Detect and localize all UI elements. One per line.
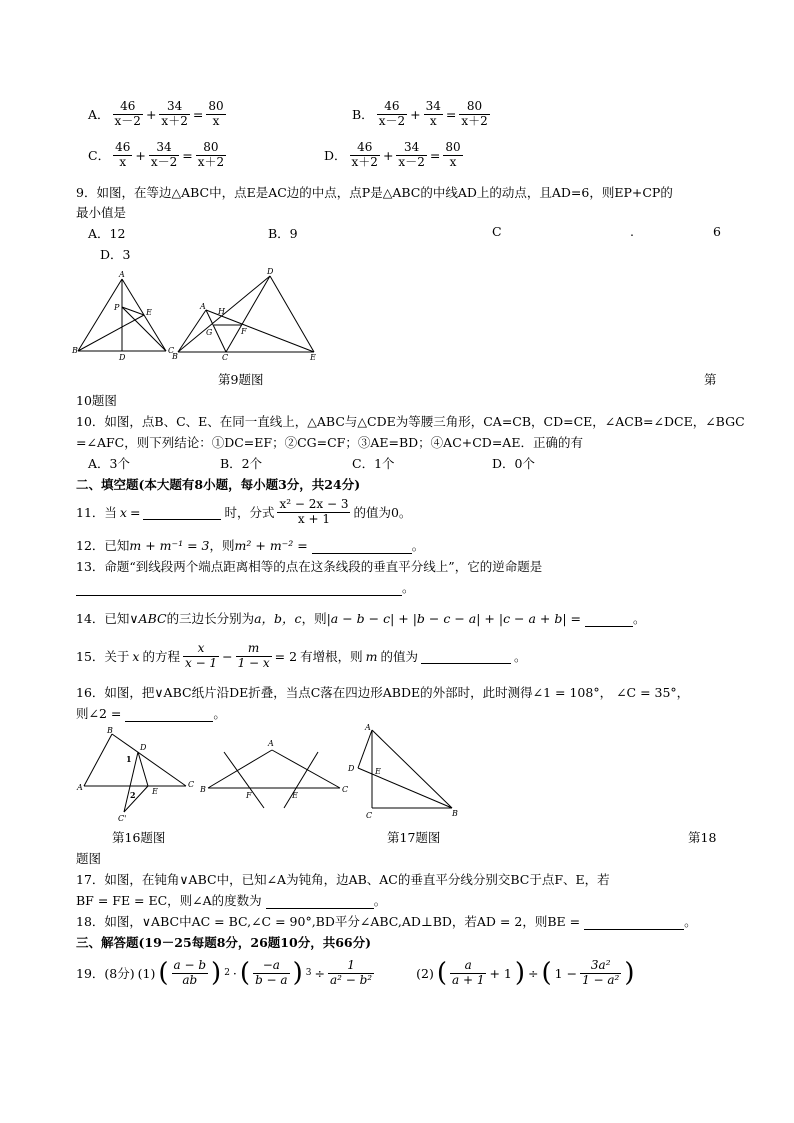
label-a: A xyxy=(77,783,83,792)
q15-equals: = 2 xyxy=(274,648,298,664)
segment-de xyxy=(138,752,148,786)
label-angle-2: 2 xyxy=(130,790,136,800)
exponent: 3 xyxy=(305,968,312,978)
denominator: x－2 xyxy=(114,113,141,128)
figure-18-caption-part1: 第18 xyxy=(688,830,717,845)
option-letter: B． xyxy=(352,107,374,123)
answer-blank[interactable] xyxy=(266,893,374,909)
minus-sign: − xyxy=(222,648,233,664)
segment-ad xyxy=(358,730,372,768)
segment-ec-prime xyxy=(124,786,148,812)
q12 xyxy=(76,536,424,554)
figure-16 xyxy=(74,724,198,824)
numerator: 34 xyxy=(149,141,179,156)
label-c: C xyxy=(342,785,349,794)
exponent: 2 xyxy=(224,968,230,978)
label-a: A xyxy=(268,739,274,748)
figure-10 xyxy=(170,264,320,364)
segment-de xyxy=(270,276,314,352)
q13-line1: 13．命题“到线段两个端点距离相等的点在这条线段的垂直平分线上”，它的逆命题是 xyxy=(76,559,543,574)
denominator: x＋2 xyxy=(351,154,378,169)
equals-sign: = xyxy=(182,147,193,163)
label-c-prime: C' xyxy=(118,814,127,823)
denominator: x＋2 xyxy=(161,113,188,128)
q8-option-d xyxy=(324,141,463,170)
q15-variable: x xyxy=(132,648,140,664)
answer-blank[interactable] xyxy=(125,706,213,722)
numerator: 1 xyxy=(328,959,374,974)
fraction xyxy=(236,642,272,671)
q14-triangle: ∨ABC xyxy=(129,611,167,626)
q9-option-dot: . xyxy=(630,224,634,239)
segment-ba xyxy=(178,310,206,352)
denominator: a² − b² xyxy=(329,972,373,987)
answer-blank[interactable] xyxy=(312,538,412,554)
label-d: D xyxy=(267,267,274,276)
q11-suffix: 的值为0。 xyxy=(353,505,412,521)
numerator: m xyxy=(236,642,272,657)
q15 xyxy=(76,642,526,671)
q12-prefix: 12．已知 xyxy=(76,538,130,553)
label-d: D xyxy=(140,743,147,752)
label-e: E xyxy=(310,353,316,362)
perpendicular-bisector-ab xyxy=(224,752,264,808)
q14-variables: a，b，c xyxy=(254,611,302,626)
segment-ab xyxy=(84,734,112,786)
numerator: 80 xyxy=(196,141,226,156)
q15-mid-2: 有增根，则 xyxy=(300,649,363,665)
right-paren: ) xyxy=(624,958,635,988)
plus-sign: + xyxy=(135,147,146,163)
q10-option-d: D．0个 xyxy=(492,456,535,471)
q8-option-b xyxy=(352,100,490,129)
equals-sign: = xyxy=(445,106,457,122)
left-paren: ( xyxy=(436,958,447,988)
q9-line2: 最小值是 xyxy=(76,205,127,220)
q15-m: m xyxy=(365,648,378,664)
denominator: x－2 xyxy=(150,154,178,169)
label-f: F xyxy=(246,791,252,800)
numerator: 80 xyxy=(459,100,489,115)
figure-10-caption-part1: 第 xyxy=(704,372,717,387)
fraction xyxy=(580,959,621,988)
label-e: E xyxy=(292,791,298,800)
denominator: ab xyxy=(182,972,198,987)
q16-line2 xyxy=(76,704,226,722)
label-c: C xyxy=(168,346,175,355)
numerator: 46 xyxy=(377,100,407,115)
option-letter: A． xyxy=(88,107,110,123)
label-g: G xyxy=(206,328,213,337)
q14-mid-2: ，则 xyxy=(301,611,327,626)
q14-suffix: 。 xyxy=(633,611,646,626)
numerator: 80 xyxy=(208,99,224,113)
q11 xyxy=(76,498,411,527)
q15-value-text: 的值为 xyxy=(380,649,418,665)
q19-part-1-label: (1) xyxy=(137,965,156,981)
figure-16-caption: 第16题图 xyxy=(112,830,166,845)
label-h: H xyxy=(218,307,225,316)
denominator: x－2 xyxy=(378,113,406,128)
numerator: 46 xyxy=(113,100,143,115)
equals-sign: = xyxy=(192,106,204,122)
fraction xyxy=(159,100,189,129)
q11-mid: 时，分式 xyxy=(224,505,275,521)
plus-sign: + xyxy=(145,106,157,122)
fraction xyxy=(183,642,219,671)
label-a: A xyxy=(365,723,371,732)
fraction xyxy=(377,100,407,129)
label-b: B xyxy=(200,785,206,794)
numerator: 34 xyxy=(159,100,189,115)
segment-cd xyxy=(226,276,270,352)
denominator: 1 − a² xyxy=(582,972,620,987)
label-a: A xyxy=(119,270,125,279)
fraction xyxy=(424,100,443,129)
q18-prefix: 18．如图，∨ABC中AC = BC,∠C = 90°,BD平分∠ABC,AD⊥BD，若AD = 2，则BE = xyxy=(76,914,581,929)
q14 xyxy=(76,609,646,627)
fraction xyxy=(443,141,462,170)
q11-prefix: 11．当 xyxy=(76,505,117,521)
answer-blank[interactable] xyxy=(76,580,402,596)
denominator: x − 1 xyxy=(184,655,218,670)
q15-prefix: 15．关于 xyxy=(76,649,130,665)
plus-one: + 1 xyxy=(489,965,512,981)
label-b: B xyxy=(452,809,458,818)
fraction xyxy=(196,141,226,170)
fraction xyxy=(277,498,350,527)
q18 xyxy=(76,912,697,930)
q16-prefix: 则∠2 = xyxy=(76,706,122,721)
label-f: F xyxy=(241,327,247,336)
plus-sign: + xyxy=(382,147,394,163)
equals-sign: = xyxy=(429,147,441,163)
label-b: B xyxy=(172,352,178,361)
option-letter: C． xyxy=(88,148,111,164)
multiply-dot: · xyxy=(232,965,237,981)
q12-expression-2: m² + m⁻² = xyxy=(234,538,308,553)
divide-sign: ÷ xyxy=(314,965,325,981)
q17-prefix: BF = FE = EC，则∠A的度数为 xyxy=(76,893,262,908)
fraction xyxy=(350,141,380,170)
denominator: x＋2 xyxy=(197,154,225,169)
numerator: 34 xyxy=(425,99,441,113)
q8-option-a xyxy=(88,100,226,129)
label-c: C xyxy=(188,780,195,789)
fraction xyxy=(113,141,132,170)
numerator: a − b xyxy=(173,957,207,972)
q18-suffix: 。 xyxy=(684,914,697,929)
denominator: x xyxy=(119,154,127,169)
fraction xyxy=(253,959,290,988)
q19 xyxy=(76,958,635,988)
q11-equals: = xyxy=(129,504,141,520)
section-3-heading: 三、解答题(19－25每题8分，26题10分，共66分) xyxy=(76,935,372,950)
left-paren: ( xyxy=(541,958,552,988)
segment-ac xyxy=(272,750,340,788)
q15-mid: 的方程 xyxy=(142,649,180,665)
q13-suffix: 。 xyxy=(402,580,415,595)
q8-option-c xyxy=(88,141,226,170)
label-c: C xyxy=(366,811,373,820)
numerator: 46 xyxy=(115,140,131,154)
numerator: x² − 2x − 3 xyxy=(279,497,349,511)
q9-option-b: B．9 xyxy=(268,226,298,241)
q12-mid: ，则 xyxy=(209,538,235,553)
label-e: E xyxy=(146,308,152,317)
fraction xyxy=(113,100,143,129)
q10-line2: =∠AFC，则下列结论：①DC=EF；②CG=CF；③AE=BD；④AC+CD=AE．正确的有 xyxy=(76,435,583,450)
fraction xyxy=(396,141,426,170)
one-minus: 1 − xyxy=(554,965,578,981)
q17-line1: 17．如图，在钝角∨ABC中，已知∠A为钝角，边AB、AC的垂直平分线分别交BC于点F、E，若 xyxy=(76,872,610,887)
denominator: x xyxy=(449,154,457,169)
denominator: x xyxy=(212,113,220,128)
divide-sign: ÷ xyxy=(528,965,539,981)
q10-line1: 10．如图，点B、C、E、在同一直线上，△ABC与△CDE为等腰三角形，CA=CB，CD=CE，∠ACB=∠DCE，∠BGC xyxy=(76,414,745,429)
q13-line2 xyxy=(76,578,415,596)
q16-line1: 16．如图，把∨ABC纸片沿DE折叠，当点C落在四边形ABDE的外部时，此时测得∠1 = 108°， ∠C = 35°， xyxy=(76,685,690,700)
numerator: a xyxy=(450,959,486,974)
q12-expression: m + m⁻¹ = 3 xyxy=(129,538,210,553)
q14-mid: 的三边长分别为 xyxy=(166,611,255,626)
q19-part-2-label: (2) xyxy=(416,965,434,981)
denominator: x + 1 xyxy=(297,511,330,526)
q9-option-a: A．12 xyxy=(88,226,126,241)
figure-9-caption: 第9题图 xyxy=(218,372,264,387)
numerator: −a xyxy=(253,959,290,974)
denominator: a + 1 xyxy=(451,972,485,987)
denominator: b − a xyxy=(255,972,288,987)
plus-sign: + xyxy=(410,106,421,122)
label-a: A xyxy=(200,302,206,311)
fraction xyxy=(172,959,209,988)
figure-17 xyxy=(200,734,360,814)
q17-line2 xyxy=(76,891,386,909)
numerator: 80 xyxy=(445,140,461,154)
fraction xyxy=(206,100,225,129)
numerator: 34 xyxy=(396,141,426,156)
numerator: x xyxy=(183,642,219,657)
q10-option-c: C．1个 xyxy=(352,456,395,471)
right-paren: ) xyxy=(292,958,303,988)
q9-option-d: D．3 xyxy=(100,247,131,262)
section-2-heading: 二、填空题(本大题有8小题，每小题3分，共24分) xyxy=(76,477,361,492)
right-paren: ) xyxy=(514,958,526,988)
fraction xyxy=(328,959,374,988)
right-paren: ) xyxy=(211,958,222,988)
q10-option-a: A．3个 xyxy=(88,456,130,471)
segment-ab xyxy=(372,730,452,808)
left-paren: ( xyxy=(239,958,251,988)
fraction xyxy=(149,141,179,170)
q14-prefix: 14．已知 xyxy=(76,611,130,626)
q19-prefix: 19．(8分) xyxy=(76,966,135,981)
figure-18 xyxy=(342,722,468,822)
perpendicular-bisector-ac xyxy=(284,752,318,808)
q14-expression: |a − b − c| + |b − c − a| + |c − a + b| = xyxy=(326,611,582,626)
fraction xyxy=(459,100,489,129)
denominator: x－2 xyxy=(398,154,425,169)
label-e: E xyxy=(375,767,381,776)
label-c: C xyxy=(222,353,229,362)
segment-be xyxy=(78,315,144,351)
numerator: 46 xyxy=(350,141,380,156)
q12-suffix: 。 xyxy=(411,538,425,553)
figure-10-caption-part2: 10题图 xyxy=(76,393,117,408)
segment-pc xyxy=(122,307,166,351)
denominator: x＋2 xyxy=(461,113,488,128)
q15-suffix: 。 xyxy=(513,649,527,665)
segment-ba xyxy=(208,750,272,788)
label-e: E xyxy=(152,787,158,796)
denominator: 1 − x xyxy=(237,655,270,670)
q17-suffix: 。 xyxy=(373,893,387,908)
q9-line1: 9．如图，在等边△ABC中，点E是AC边的中点，点P是△ABC的中线AD上的动点，且AD=6，则EP+CP的 xyxy=(76,185,673,200)
segment-bc xyxy=(112,734,186,786)
denominator: x xyxy=(429,113,437,128)
answer-blank[interactable] xyxy=(584,914,684,930)
numerator: 3a² xyxy=(580,959,621,974)
label-d: D xyxy=(348,764,355,773)
option-letter: D． xyxy=(324,148,347,164)
fraction xyxy=(450,959,486,988)
q16-suffix: 。 xyxy=(213,706,226,721)
figure-9 xyxy=(70,265,180,365)
q11-variable: x xyxy=(119,504,127,520)
answer-blank[interactable] xyxy=(585,611,633,627)
q10-option-b: B．2个 xyxy=(220,456,263,471)
q9-option-c: C xyxy=(492,224,502,239)
label-angle-1: 1 xyxy=(126,754,132,764)
answer-blank[interactable] xyxy=(421,648,511,664)
segment-ae xyxy=(206,310,314,352)
label-p: P xyxy=(114,303,120,312)
segment-ab xyxy=(78,279,122,351)
q9-option-six: 6 xyxy=(713,224,721,239)
figure-18-caption-part2: 题图 xyxy=(76,851,102,866)
answer-blank[interactable] xyxy=(143,504,221,520)
left-paren: ( xyxy=(158,958,169,988)
label-b: B xyxy=(107,726,113,735)
figure-17-caption: 第17题图 xyxy=(387,830,441,845)
label-b: B xyxy=(72,346,78,355)
label-d: D xyxy=(119,353,126,362)
